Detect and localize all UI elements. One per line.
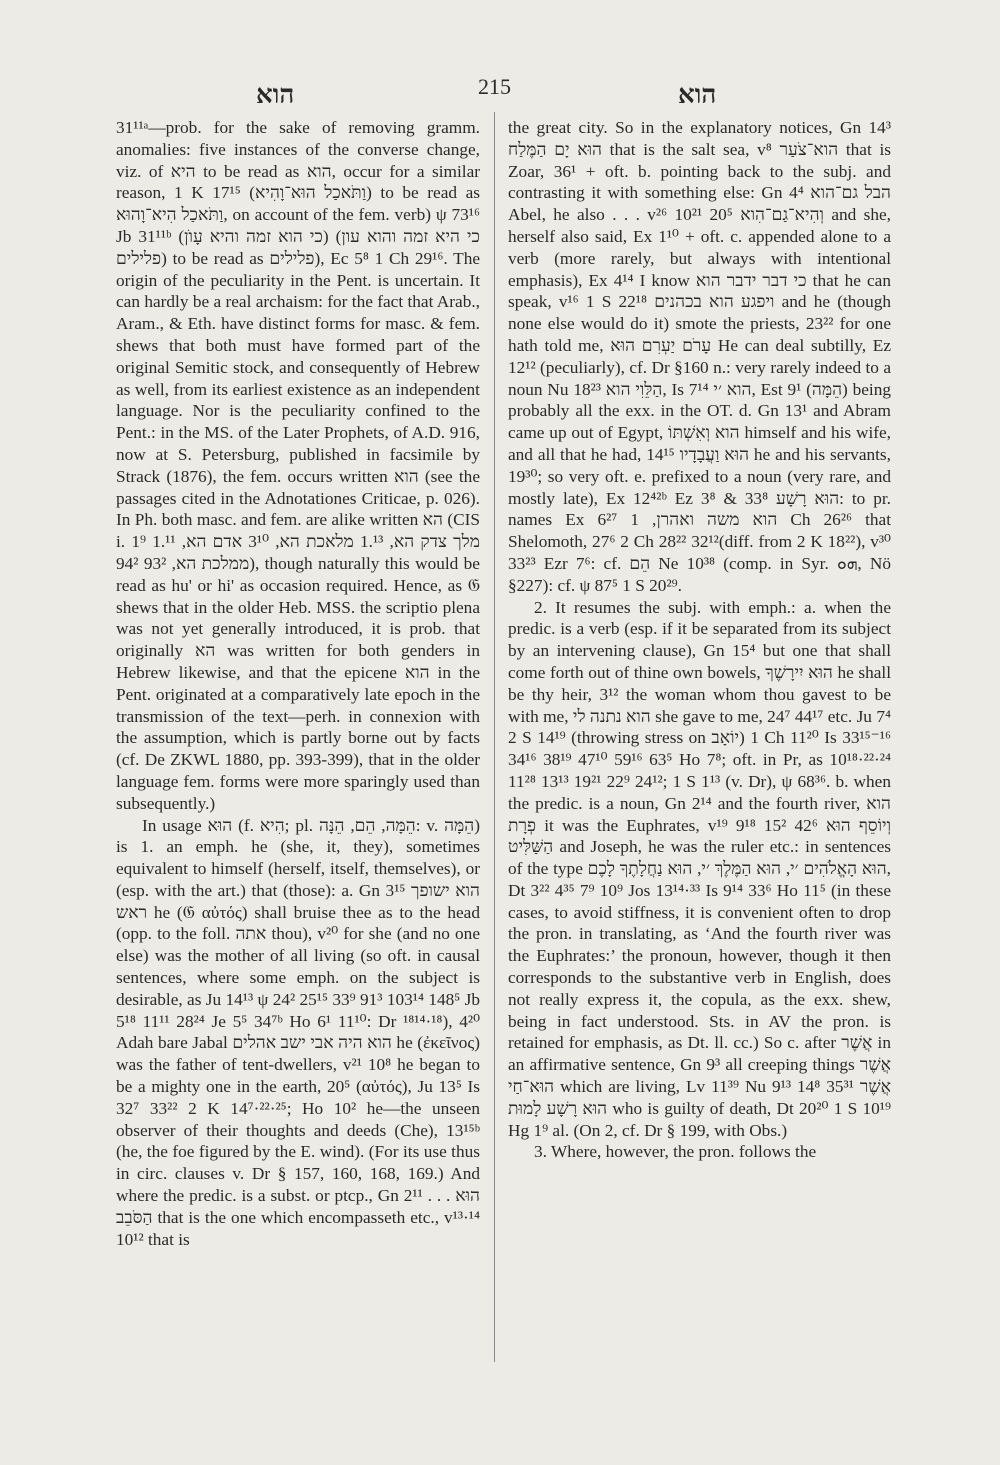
page-number: 215 — [478, 74, 511, 99]
left-column — [116, 117, 480, 1250]
right-paragraph-3: 3. Where, however, the pron. follows the — [534, 1142, 817, 1162]
right-column — [508, 117, 891, 1163]
left-paragraph-2: In usage הוּא (f. הִיא; pl. הֵמָּה, הֵם, הֵנָּה: v. הֵמָּה) is 1. an emph. he (she, it, they), sometimes equivalent to himself (herself, itself, themselves), or (esp. with the art.) that (those): a. Gn 3¹⁵ הוא ישופך ראש he (𝔊 αὐτός) shall bruise thee as to the head (opp. to the foll. אתה thou), v²⁰ for she (and no one else) was the mother of all living (so oft. in causal sentences, where some emph. on the subject is desirable, as Ju 14¹³ ψ 24² 25¹⁵ 33⁹ 91³ 103¹⁴ 148⁵ Jb 5¹⁸ 11¹¹ 28²⁴ Je 5⁵ 34⁷ᵇ Ho 6¹ 11¹⁰: Dr ¹⁸¹⁴·¹⁸), 4²⁰ Adah bare Jabal הוא היה אבי ישב אהלים he (ἐκεῖνος) was the father of tent-dwellers, v²¹ 10⁸ he began to be a mighty one in the earth, 20⁵ (αὐτός), Ju 13⁵ Is 32⁷ 33²² 2 K 14⁷·²²·²⁵; Ho 10² he—the unseen observer of their thoughts and deeds (Che), 13¹⁵ᵇ (he, the foe figured by the E. wind). (For its use thus in circ. clauses v. Dr § 157, 160, 168, 169.) And where the predic. is a subst. or ptcp., Gn 2¹¹ . . . הוּא הַסֹּבֵב that is the one which encompasseth etc., v¹³·¹⁴ 10¹² that is — [116, 815, 480, 1249]
running-header-right: הוא — [678, 80, 717, 109]
left-paragraph-1: 31¹¹ᵃ—prob. for the sake of removing gramm. anomalies: five instances of the converse change, viz. of היא to be read as הוא, occur for a similar reason, 1 K 17¹⁵ (וַתֹּאכַל הוּא־וָהִיא) to be read as וַתֹּאכַל הִיא־וָהוּא, on account of the fem. verb) ψ 73¹⁶ Jb 31¹¹ᵇ (כי הוא זמה והיא עָוֺן) (כי היא זמה והוא עון פלילים) to be read as פלילים), Ec 5⁸ 1 Ch 29¹⁶. The origin of the peculiarity in the Pent. is uncertain. It can hardly be a real archaism: for the fact that Arab., Aram., & Eth. have distinct forms for masc. & fem. shews that both must have formed part of the original Semitic stock, and consequently of Hebrew as well, from its earliest existence as an independent language. Nor is the peculiarity confined to the Pent.: in the MS. of the Later Prophets, of A.D. 916, now at S. Petersburg, published in facsimile by Strack (1876), the fem. occurs written הוא (see the passages cited in the Adnotationes Criticae, p. 026). In Ph. both masc. and fem. are alike written הא (CIS i. 1⁹ מלך צדק הא, 1.¹³ מלאכת הא, 3¹⁰ אדם הא, 1.¹¹ ממלכת הא, 93² 94²), though naturally this would be read as hu' or hi' as occasion required. Hence, as 𝔊 shews that in the older Heb. MSS. the scriptio plena was not yet generally introduced, it is prob. that originally הא was written for both genders in Hebrew likewise, and that the epicene הוא in the Pent. originated at a comparatively late epoch in the transmission of the text—perh. in connexion with the assumption, which is partly borne out by facts (cf. De ZKWL 1880, pp. 393-399), that in the older language fem. forms were more sparingly used than subsequently.) — [116, 118, 481, 813]
running-header-left: הוא — [256, 80, 295, 109]
right-paragraph-1: the great city. So in the explanatory notices, Gn 14³ הוּא יָם הַמֶּלַח that is the salt sea, v⁸ הוא־צֹעַר that is Zoar, 36¹ + oft. b. pointing back to the subj. and contrasting it with something else: Gn 4⁴ הבל גם־הוא Abel, he also . . . v²⁶ 10²¹ 20⁵ וְהִיא־גַם־הִוא and she, herself also said, Ex 1¹⁰ + oft. c. appended alone to a verb (more rarely, but always with intentional emphasis), Ex 4¹⁴ I know כי דבר ידבר הוא that he can speak, v¹⁶ 1 S 22¹⁸ ויפגע הוא בכהנים and he (though none else would do it) smote the priests, 23²² for one hath told me, עָרֹם יַעְרִם הוּא He can deal subtilly, Ez 12¹² (peculiarly), cf. Dr §160 n.: very rarely indeed to a noun Nu 18²³ הַלֵּוִי הוא, Is 7¹⁴ הוא ׳י, Est 9¹ (הֵמָּה) being probably all the exx. in the OT. d. Gn 13¹ and Abram came up out of Egypt, הוא וְאִשְׁתּוֹ himself and his wife, and all that he had, 14¹⁵ הוּא וַעֲבָדָיו he and his servants, 19³⁰; so very oft. e. prefixed to a noun (very rare, and mostly late), Ex 12⁴²ᵇ Ez 3⁸ & 33⁸ הוּא רָשָׁע: to pr. names Ex 6²⁷ הוא משה ואהרן, 1 Ch 26²⁶ that Shelomoth, 27⁶ 2 Ch 28²² 32¹²(diff. from 2 K 18²²), v³⁰ 33²³ Ezr 7⁶: cf. הֵם Ne 10³⁸ (comp. in Syr. ܗܘ, Nö §227): cf. ψ 87⁵ 1 S 20²⁹. — [508, 118, 892, 595]
right-paragraph-2: 2. It resumes the subj. with emph.: a. when the predic. is a verb (esp. if it be separated from its subject by an intervening clause), Gn 15⁴ but one that shall come forth out of thine own bowels, הוּא יִירָשֶׁךָ he shall be thy heir, 3¹² the woman whom thou gavest to be with me, הוא נתנה לי she gave to me, 24⁷ 44¹⁷ etc. Ju 7⁴ 2 S 14¹⁹ (throwing stress on יוֹאָב) 1 Ch 11²⁰ Is 33¹⁵⁻¹⁶ 34¹⁶ 38¹⁹ 47¹⁰ 59¹⁶ 63⁵ Ho 7⁸; oft. in Pr, as 10¹⁸·²²·²⁴ 11²⁸ 13¹³ 19²¹ 22⁹ 24¹²; 1 S 1¹³ (v. Dr), ψ 68³⁶. b. when the predic. is a noun, Gn 2¹⁴ and the fourth river, הוא פְרָת it was the Euphrates, v¹⁹ 9¹⁸ 15² 42⁶ וְיוֹסֵף הוּא הַשַּׁלִּיט and Joseph, he was the ruler etc.: in sentences of the type הוּא הָאֱלֹהִים ׳י, הוּא הַמֶּלֶךְ ׳י, הוּא נַחֲלָתֶךָ לָכֶם, Dt 3²² 4³⁵ 7⁹ 10⁹ Jos 13¹⁴·³³ Is 9¹⁴ 33⁶ Ho 11⁵ (in these cases, to avoid stiffness, it is convenient often to drop the pron. in translating, as ‘And the fourth river was the Euphrates:’ the pronoun, however, though it then corresponds to the substantive verb in English, does not really express it, the copula, as the exx. shew, being in fact understood. Sts. in AV the pron. is retained for emphasis, as Dt. ll. cc.) So c. after אֲשֶׁר in an affirmative sentence, Gn 9³ all creeping things אֲשֶׁר הוּא־חַי which are living, Lv 11³⁹ Nu 9¹³ 14⁸ 35³¹ אֲשֶׁר הוּא רָשָׁע לָמוּת who is guilty of death, Dt 20²⁰ 1 S 10¹⁹ Hg 1⁹ al. (On 2, cf. Dr § 199, with Obs.) — [508, 597, 892, 1140]
column-divider — [494, 112, 495, 1362]
